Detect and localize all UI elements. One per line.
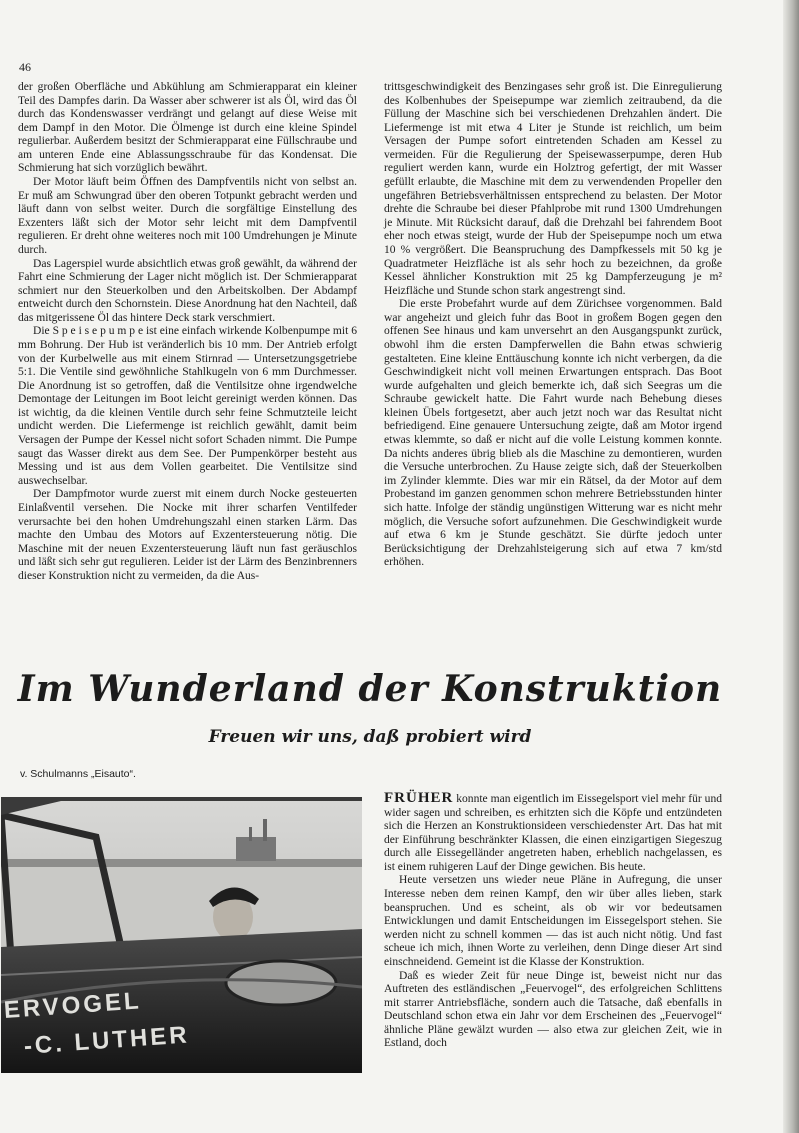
- left-column: [18, 81, 357, 583]
- hull-lettering-line1: ERVOGEL: [3, 987, 143, 1024]
- hull-lettering-line2: -C. LUTHER: [23, 1021, 191, 1060]
- paragraph: Das Lagerspiel wurde absichtlich etwas groß gewählt, da während der Fahrt eine Schmierung der Lager nicht möglich ist. Der Schmierapparat schmiert nur den Steuerkolben und den Arbeitskolben. Der Abdampf entweicht durch den Schornstein. Diese Anordnung hat den Nachteil, daß das mitgerissene Öl das hintere Deck stark verschmiert.: [18, 257, 357, 324]
- page-number: 46: [19, 60, 31, 74]
- page-edge-shadow: [783, 0, 799, 1133]
- paragraph: trittsgeschwindigkeit des Benzingases sehr groß ist. Die Einregulierung des Kolbenhubes der Speisepumpe war ziemlich zeitraubend, da die Füllung der Maschine sich bei verschiedenen Drehzahlen ändert. Die Liefermenge ist mit etwa 4 Liter je Stunde ist reichlich, um beim Versagen der Pumpe sofort eintretenden Schaden am Kessel zu vermeiden. Für die Regulierung der Speisewasserpumpe, deren Hub reguliert werden kann, wurde ein Holztrog gefertigt, der mit Wasser gefüllt erlaubte, die Maschine mit dem zu verwendenden Propeller den ungefähren Betriebsverhältnissen entsprechend zu belasten. Der Motor drehte die Schraube bei dieser Pfahlprobe mit rund 1300 Umdrehungen je Minute. Mit Rücksicht darauf, daß die Drehzahl bei fahrendem Boot eher noch etwas steigt, wurde der Hub der Speisepumpe noch um etwa 10 % vergrößert. Die Beanspruchung des Dampfkessels mit 50 kg je Quadratmeter Heizfläche ist als sehr hoch zu bezeichnen, da große Kessel ähnlicher Konstruktion mit 25 kg Dampferzeugung je m² Heizfläche und Stunde schon stark angestrengt sind.: [384, 81, 722, 297]
- article-title: Im Wunderland der Konstruktion: [17, 668, 723, 710]
- lead-text: konnte man eigentlich im Eissegelsport viel mehr für und wider sagen und schreiben, es erhitzten sich die Köpfe und entzündeten sich die Herzen an Konstruktionsideen verschiedenster Art. Das hat mit der Einführung beschränkter Klassen, die einen einzigartigen Siegeszug durch alle Eissegelländer angetreten haben, erheblich nachgelassen, es ist einem ruhigeren Lauf der Dinge gewichen. Bis heute.: [384, 793, 722, 873]
- lead-word: FRÜHER: [384, 790, 454, 806]
- paragraph: Heute versetzen uns wieder neue Pläne in Aufregung, die unser Interesse neben dem reinen Kampf, den wir über alles lieben, stark beanspruchen. Und es scheint, als ob wir vor bedeutsamen Entwicklungen und damit Entscheidungen im Eissegelsport stehen. Sie werden nicht zu schnell kommen — das ist auch nicht nötig. Und fast scheue ich mich, ihnen Worte zu verleihen, denn Dinge dieser Art sind einschneidend. Gemeint ist die Klasse der Konstruktion.: [384, 874, 722, 968]
- right-column: [384, 81, 722, 570]
- paragraph: der großen Oberfläche und Abkühlung am Schmierapparat ein kleiner Teil des Dampfes darin. Da Wasser aber schwerer ist als Öl, wird das Öl durch das Kondenswasser verdrängt und gelangt auf diese Weise mit dem Dampf in den Motor. Die Ölmenge ist durch eine kleine Spindel regulierbar. Außerdem besitzt der Schmierapparat eine Füllschraube und am unteren Ende eine Ablassungsschraube für das Kondensat. Die Schmierung hat sich vorzüglich bewährt.: [18, 81, 357, 175]
- article-body: [384, 792, 722, 1051]
- paragraph: Der Motor läuft beim Öffnen des Dampfventils nicht von selbst an. Er muß am Schwungrad über den oberen Totpunkt gebracht werden und läuft dann von selbst weiter. Durch die sorgfältige Einstellung des Exzenters läßt sich der Motor sehr leicht mit dem Dampfventil regulieren. Er dreht ohne weiteres noch mit 100 Umdrehungen je Minute durch.: [18, 176, 357, 256]
- photo-caption: v. Schulmanns „Eisauto“.: [20, 768, 136, 780]
- ice-car-photo: [1, 797, 362, 1073]
- paragraph: Die S p e i s e p u m p e ist eine einfach wirkende Kolbenpumpe mit 6 mm Bohrung. Der Hub ist veränderlich bis 10 mm. Der Antrieb erfolgt von der Kurbelwelle aus mit einem Stirnrad — Untersetzungsgetriebe 5:1. Die Ventile sind gewöhnliche Stahlkugeln von 6 mm Durchmesser. Die Anordnung ist so getroffen, daß die Ventilsitze ohne irgendwelche Demontage der Leitungen im Boot leicht gereinigt werden können. Das ist wichtig, da die kleinen Ventile durch sehr feine Schmutzteile leicht undicht werden. Die Liefermenge ist reichlich gewählt, damit beim Versagen der Pumpe der Kessel nicht sofort Schaden nimmt. Die Pumpe saugt das Wasser direkt aus dem See. Der Pumpenkörper besteht aus Messing und ist aus dem Vollen gearbeitet. Die Ventilsitze sind auswechselbar.: [18, 325, 357, 487]
- lead-paragraph: [384, 792, 722, 874]
- article-subtitle: Freuen wir uns, daß probiert wird: [208, 727, 532, 747]
- paragraph: Der Dampfmotor wurde zuerst mit einem durch Nocke gesteuerten Einlaßventil versehen. Die Nocke mit ihrer scharfen Ventilfeder verursachte bei den hohen Umdrehungszahl einen starken Lärm. Das machte den Umbau des Motors auf Exzentersteuerung nötig. Die Maschine mit der neuen Exzentersteuerung läuft nun fast geräuschlos und läßt sich sehr gut regulieren. Leider ist der Lärm des Benzinbrenners dieser Konstruktion nicht zu vermeiden, da die Aus-: [18, 488, 357, 582]
- paragraph: Daß es wieder Zeit für neue Dinge ist, beweist nicht nur das Auftreten des estländischen „Feuervogel“, des erfolgreichen Schlittens mit starrer Antriebsfläche, sondern auch die Tatsache, daß ebenfalls in Deutschland schon etwa ein Jahr vor dem Erscheinen des „Feuervogel“ ähnliche Pläne gewälzt wurden — also etwa zur gleichen Zeit, wie in Estland, doch: [384, 969, 722, 1050]
- paragraph: Die erste Probefahrt wurde auf dem Zürichsee vorgenommen. Bald war angeheizt und gleich fuhr das Boot in großem Bogen gegen den offenen See hinaus und kam unversehrt an den Ausgangspunkt zurück, obwohl ihm die ersten Dampferwellen die Bahn etwas schwierig gestalteten. Eine kleine Enttäuschung konnte ich nicht verbergen, da die Geschwindigkeit nicht voll meinen Erwartungen entsprach. Das Boot wurde aufgehalten und gleich bemerkte ich, daß sich Seegras um die Schraube gewickelt hatte. Die Fahrt wurde nach Behebung dieses kleinen Übels fortgesetzt, aber auch jetzt noch war das Resultat nicht befriedigend. Eine genauere Untersuchung zeigte, daß am Motor irgend etwas klemmte, so daß er nicht auf die volle Leistung kommen konnte. Da nichts anderes übrig blieb als die Maschine zu demontieren, wurden die Versuche unterbrochen. Zu Hause zeigte sich, daß der Steuerkolben im Zylinder klemmte. Dies war mir ein Rätsel, da der Motor auf dem Probestand im ganzen genommen schon mehrere Betriebsstunden hinter sich hatte. Infolge der ständig ungünstigen Witterung war es nicht mehr möglich, die Versuche sofort aufzunehmen. Die Geschwindigkeit wurde auf etwa 6 km je Stunde geschätzt. Sie dürfte jedoch unter Berücksichtigung der Drehzahlsteigerung sich auf etwa 7 km/std erhöhen.: [384, 298, 722, 569]
